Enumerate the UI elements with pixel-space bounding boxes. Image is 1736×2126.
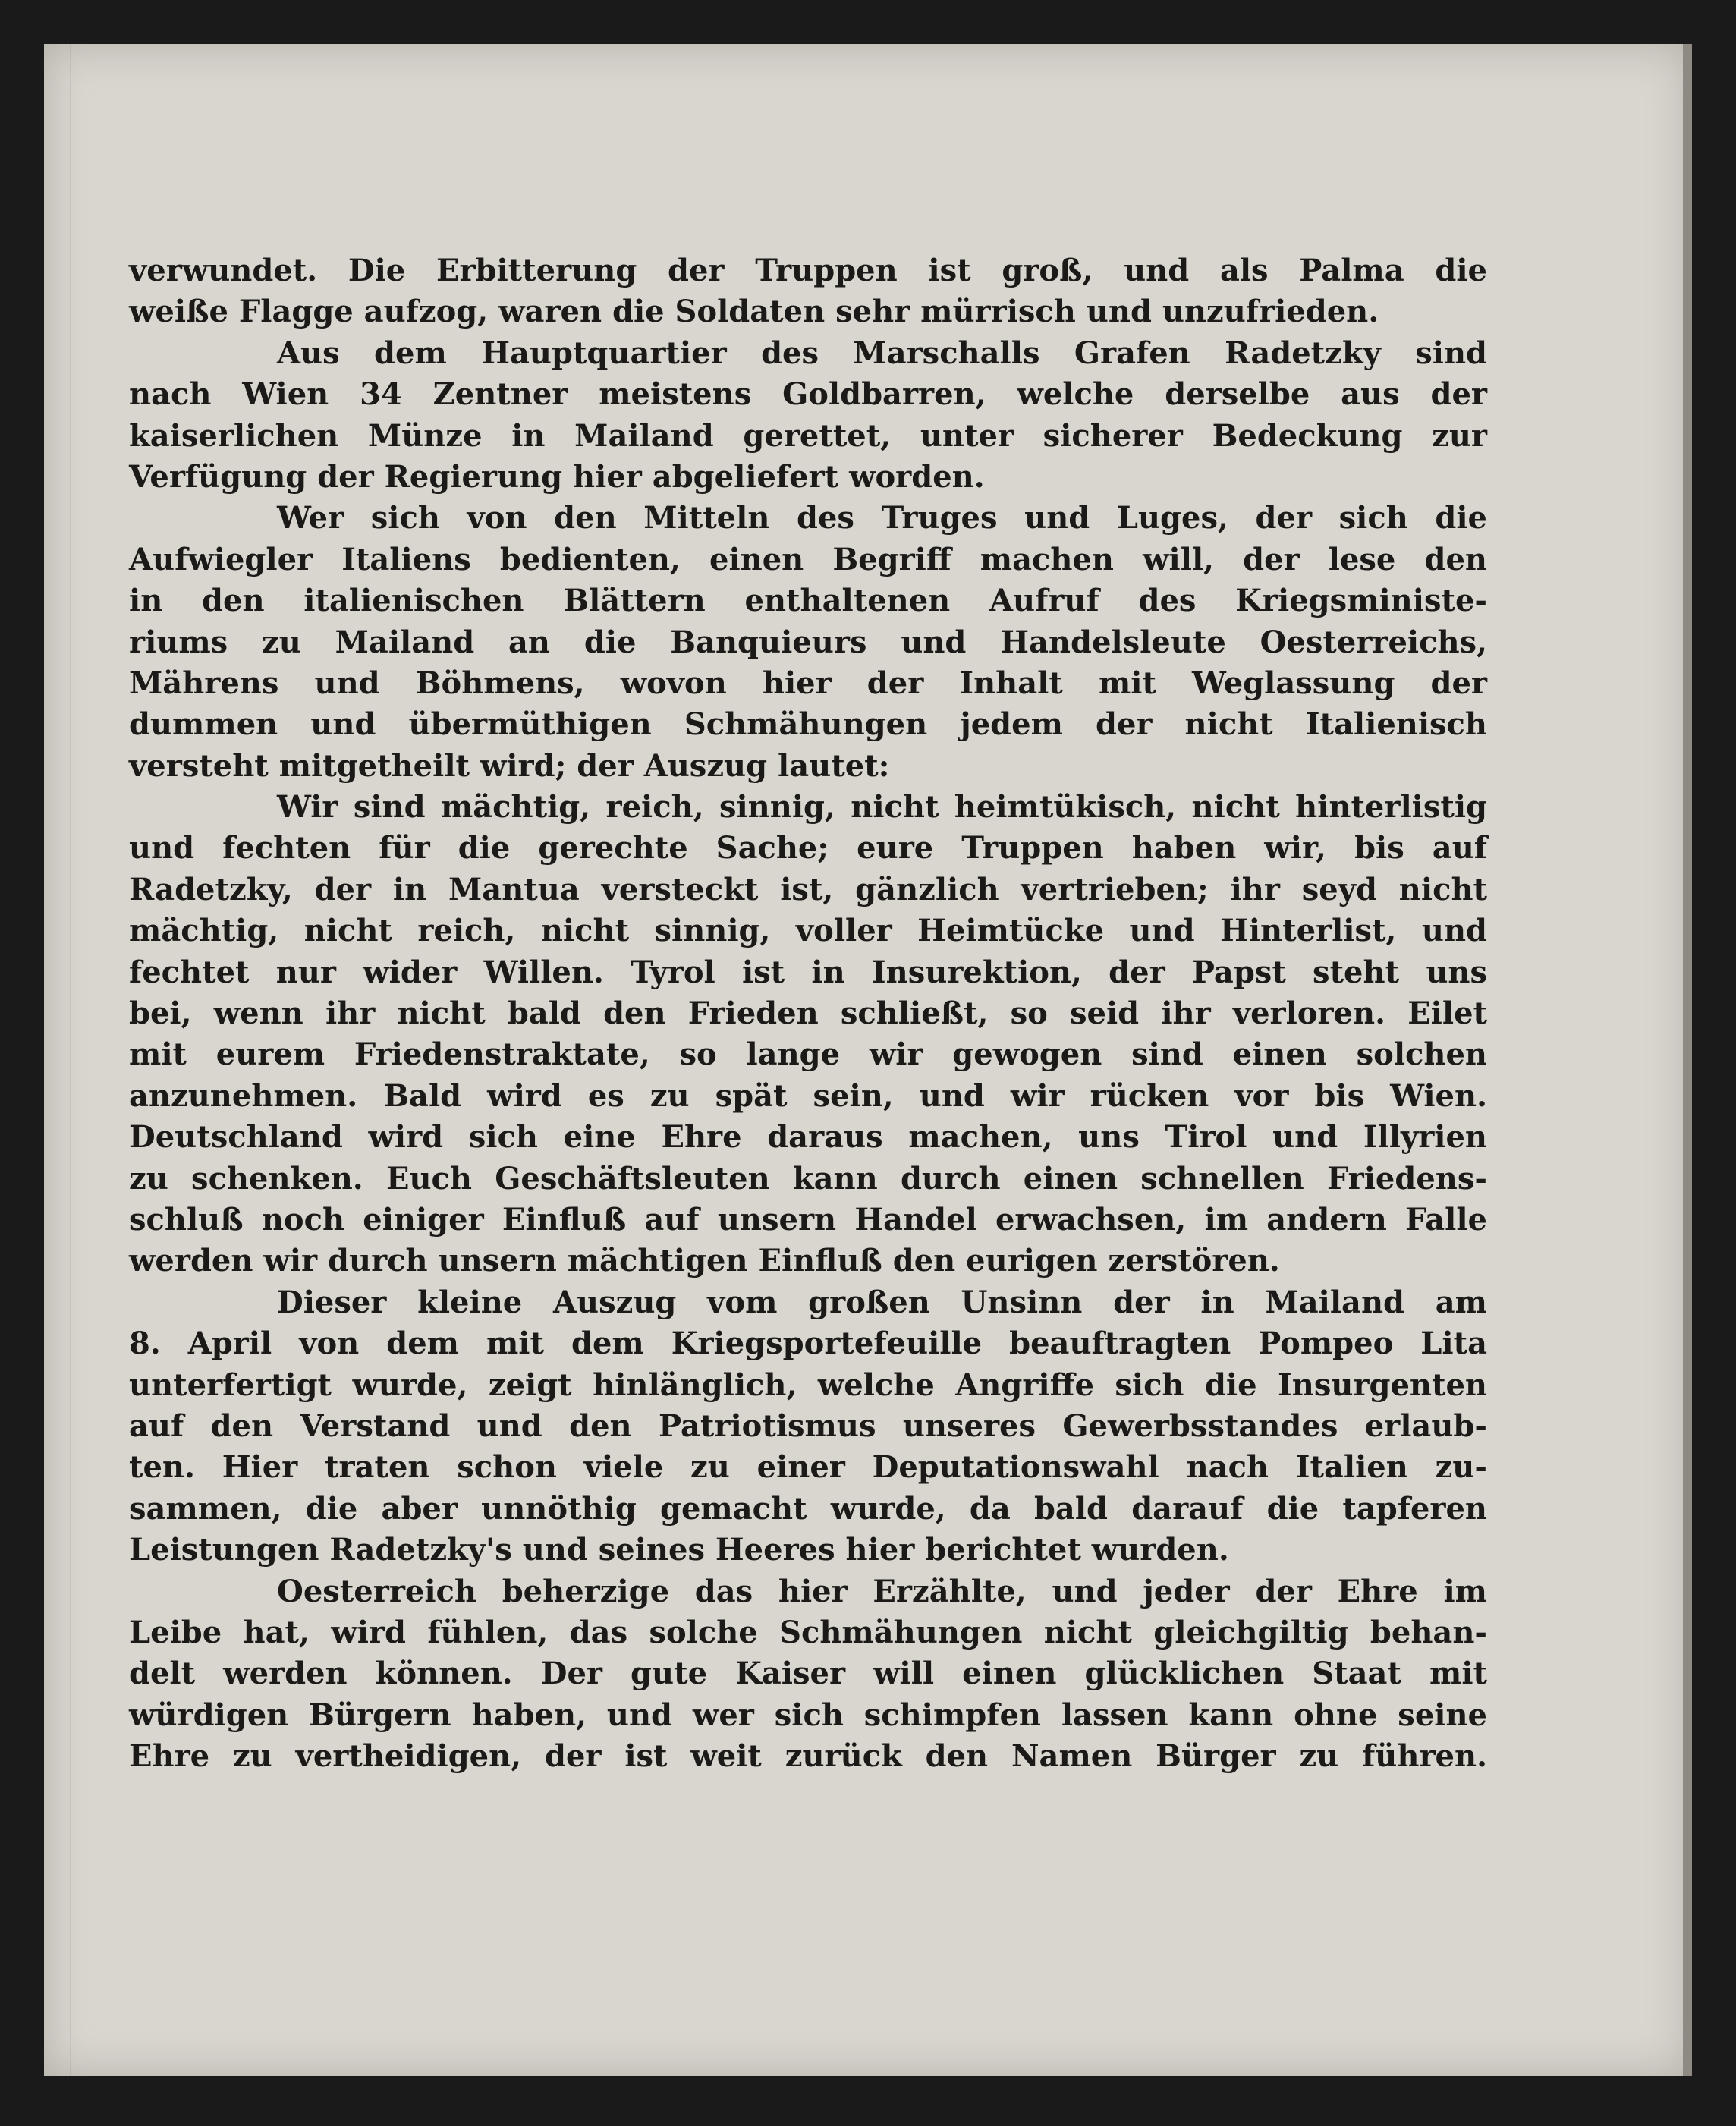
text-line: bei, wenn ihr nicht bald den Frieden schließt, so seid ihr verloren. Eilet	[129, 995, 1487, 1032]
text-line: mächtig, nicht reich, nicht sinnig, voller Heimtücke und Hinterlist, und	[129, 913, 1487, 949]
text-line: unterfertigt wurde, zeigt hinlänglich, welche Angriffe sich die Insurgenten	[129, 1366, 1487, 1403]
text-line: fechtet nur wider Willen. Tyrol ist in Insurektion, der Papst steht uns	[129, 954, 1487, 990]
text-line: zu schenken. Euch Geschäftsleuten kann durch einen schnellen Friedens-	[129, 1160, 1487, 1197]
text-line: in den italienischen Blättern enthaltenen Aufruf des Kriegsministe-	[129, 583, 1487, 619]
text-line: schluß noch einiger Einfluß auf unsern Handel erwachsen, im andern Falle	[129, 1201, 1487, 1238]
text-line: kaiserlichen Münze in Mailand gerettet, unter sicherer Bedeckung zur	[129, 417, 1487, 454]
text-line: anzunehmen. Bald wird es zu spät sein, und wir rücken vor bis Wien.	[129, 1077, 1487, 1114]
text-line: Dieser kleine Auszug vom großen Unsinn der in Mailand am	[277, 1284, 1487, 1320]
text-line: nach Wien 34 Zentner meistens Goldbarren, welche derselbe aus der	[129, 376, 1487, 413]
text-line: Mährens und Böhmens, wovon hier der Inhalt mit Weglassung der	[129, 665, 1487, 701]
text-line: Aufwiegler Italiens bedienten, einen Begriff machen will, der lese den	[129, 541, 1487, 577]
text-line: delt werden können. Der gute Kaiser will einen glücklichen Staat mit	[129, 1656, 1487, 1692]
paper-edge	[1683, 44, 1692, 2076]
text-line: Aus dem Hauptquartier des Marschalls Grafen Radetzky sind	[277, 335, 1487, 371]
text-line: weiße Flagge aufzog, waren die Soldaten sehr mürrisch und unzufrieden.	[129, 294, 1379, 330]
text-line: sammen, die aber unnöthig gemacht wurde, da bald darauf die tapferen	[129, 1490, 1487, 1527]
text-line: Wir sind mächtig, reich, sinnig, nicht heimtükisch, nicht hinterlistig	[277, 789, 1487, 826]
body-text	[129, 250, 1487, 1777]
text-line: Deutschland wird sich eine Ehre daraus machen, uns Tirol und Illyrien	[129, 1119, 1487, 1156]
text-line: Verfügung der Regierung hier abgeliefert worden.	[129, 458, 985, 495]
text-line: Ehre zu vertheidigen, der ist weit zurück den Namen Bürger zu führen.	[129, 1738, 1487, 1775]
text-line: Leibe hat, wird fühlen, das solche Schmähungen nicht gleichgiltig behan-	[129, 1614, 1487, 1650]
text-line: 8. April von dem mit dem Kriegsportefeuille beauftragten Pompeo Lita	[129, 1326, 1487, 1362]
text-line: versteht mitgetheilt wird; der Auszug lautet:	[129, 747, 890, 784]
text-line: riums zu Mailand an die Banquieurs und Handelsleute Oesterreichs,	[129, 624, 1487, 660]
text-line: Oesterreich beherzige das hier Erzählte, und jeder der Ehre im	[277, 1573, 1487, 1609]
text-line: auf den Verstand und den Patriotismus unseres Gewerbsstandes erlaub-	[129, 1407, 1487, 1444]
text-line: und fechten für die gerechte Sache; eure Truppen haben wir, bis auf	[129, 830, 1487, 866]
text-line: werden wir durch unsern mächtigen Einfluß den eurigen zerstören.	[129, 1243, 1280, 1279]
text-line: mit eurem Friedenstraktate, so lange wir gewogen sind einen solchen	[129, 1036, 1487, 1073]
text-line: Leistungen Radetzky's und seines Heeres hier berichtet wurden.	[129, 1532, 1229, 1568]
text-line: verwundet. Die Erbitterung der Truppen ist groß, und als Palma die	[129, 253, 1487, 288]
text-line: Radetzky, der in Mantua versteckt ist, gänzlich vertrieben; ihr seyd nicht	[129, 871, 1487, 907]
fold-line	[70, 44, 71, 2076]
text-line: ten. Hier traten schon viele zu einer Deputationswahl nach Italien zu-	[129, 1449, 1487, 1486]
text-line: Wer sich von den Mitteln des Truges und Luges, der sich die	[277, 500, 1487, 536]
text-line: dummen und übermüthigen Schmähungen jedem der nicht Italienisch	[129, 706, 1487, 743]
text-line: würdigen Bürgern haben, und wer sich schimpfen lassen kann ohne seine	[129, 1697, 1487, 1733]
